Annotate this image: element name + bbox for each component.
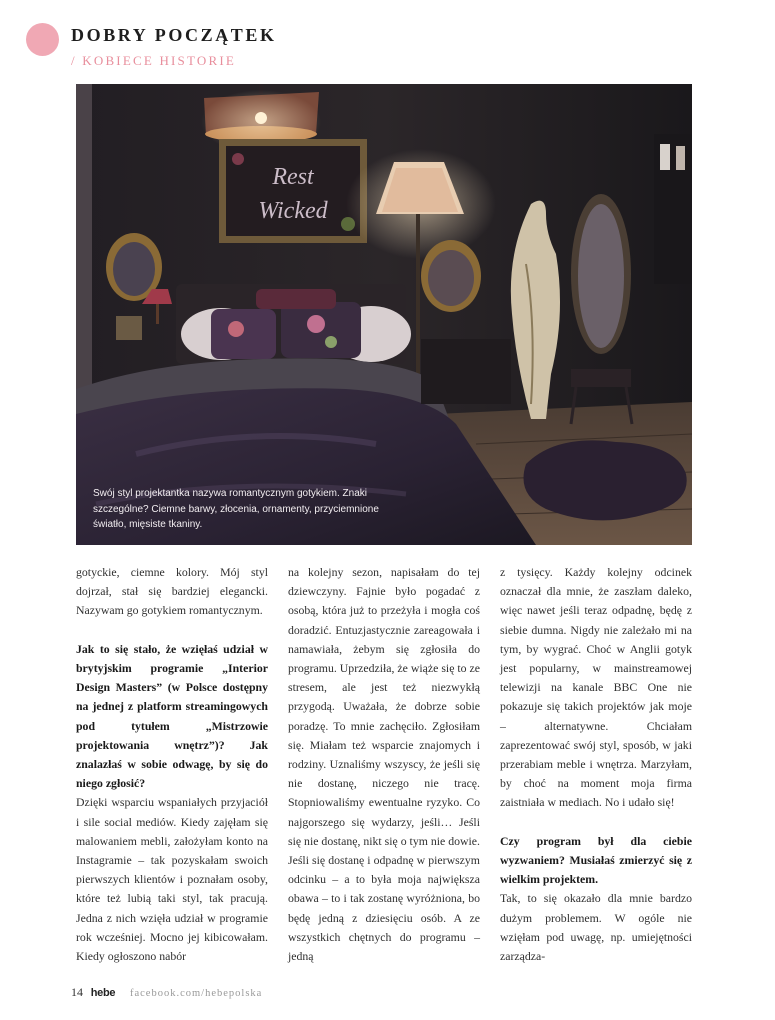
bedroom-photo [76,84,692,545]
brand-logo-text: hebe [90,987,116,999]
article-column-3 [500,563,692,966]
bedroom-illustration [76,84,692,545]
article-column-1 [76,563,268,966]
paragraph-gap [500,813,692,832]
facebook-link[interactable]: facebook.com/hebepolska [129,988,263,999]
page-number: 14 [71,985,83,999]
article-paragraph: Dzięki wsparciu wspaniałych przyjaciół i sile social mediów. Kiedy zajęłam się malowaniem mebli, założyłam konto na Instagramie – tak pozyskałam swoich pierwszych klientów i poznałam osoby, które też lubią taki styl, tak pracują. Jedna z nich wzięła udział w programie rok wcześniej. Mocno jej kibicowałam. Kiedy ogłoszono nabór [76,795,268,964]
article-paragraph: na kolejny sezon, napisałam do tej dziewczyny. Fajnie było pogadać z osobą, która już to przeżyła i mogła coś doradzić. Entuzjastycznie zareagowała i namawiała, żebym się zgłosiła do programu. Uprzedziła, że wiąże się to ze stresem, ale jest też niezwykłą przygodą. Uważała, że dobrze sobie poradzę. To mnie zachęciło. Zgłosiłam się. Miałam też wsparcie znajomych i rodziny. Uznaliśmy wszyscy, że jeśli się nie dostanę, niczego nie tracę. Stopniowaliśmy ewentualne ryzyko. Co najgorszego się wydarzy, jeśli… Jeśli się nie dostanę, nikt się o tym nie dowie. Jeśli się dostanę i odpadnę w pierwszym odcinku – a to była moja największa obawa – to i tak zostanę wyróżniona, bo będę jedną z dziesięciu osób. A ze wszystkich chętnych do programu – jedną [288,565,480,964]
poster-text-rest: Rest [272,164,314,190]
paragraph-gap [76,621,268,640]
article-paragraph: z tysięcy. Każdy kolejny odcinek oznaczał dla mnie, że zaszłam daleko, więc nawet jeśli teraz odpadnę, będę z siebie dumna. Nigdy nie zależało mi na tym, by wygrać. Choć w Anglii gotyk jest popularny, w mainstreamowej telewizji na kanale BBC One nie pokazuje się takich projektów jak moje – alternatywne. Chciałam zaprezentować swój styl, sposób, w jaki przerabiam meble i wnętrza. Marzyłam, by choć na moment moja firma zaistniała w mediach. No i udało się! [500,565,692,810]
poster-text-wicked: Wicked [258,198,328,224]
section-marker-dot [26,23,59,56]
page-footer [71,985,262,1000]
article-paragraph: Tak, to się okazało dla mnie bardzo dużym problemem. W ogóle nie wzięłam pod uwagę, np. umiejętności zarządza- [500,891,692,964]
photo-caption: Swój styl projektantka nazywa romantycznym gotykiem. Znaki szczególne? Ciemne barwy, złocenia, ornamenty, przyciemnione światło, mięsiste tkaniny. [93,488,379,530]
interview-question: Czy program był dla ciebie wyzwaniem? Musiałaś zmierzyć się z wielkim projektem. [500,833,692,887]
section-title: DOBRY POCZĄTEK [71,25,277,45]
article-paragraph: gotyckie, ciemne kolory. Mój styl dojrzał, stał się bardziej elegancki. Nazywam go gotykiem romantycznym. [76,565,268,618]
interview-question: Jak to się stało, że wzięłaś udział w brytyjskim programie „Interior Design Masters” (w Polsce dostępny na jednej z platform streamingowych pod tytułem „Mistrzowie projektowania wnętrz”)? Jak znalazłaś w sobie odwagę, by się do niego zgłosić? [76,641,268,791]
article-column-2 [288,563,480,966]
section-subtitle: / KOBIECE HISTORIE [71,53,237,68]
